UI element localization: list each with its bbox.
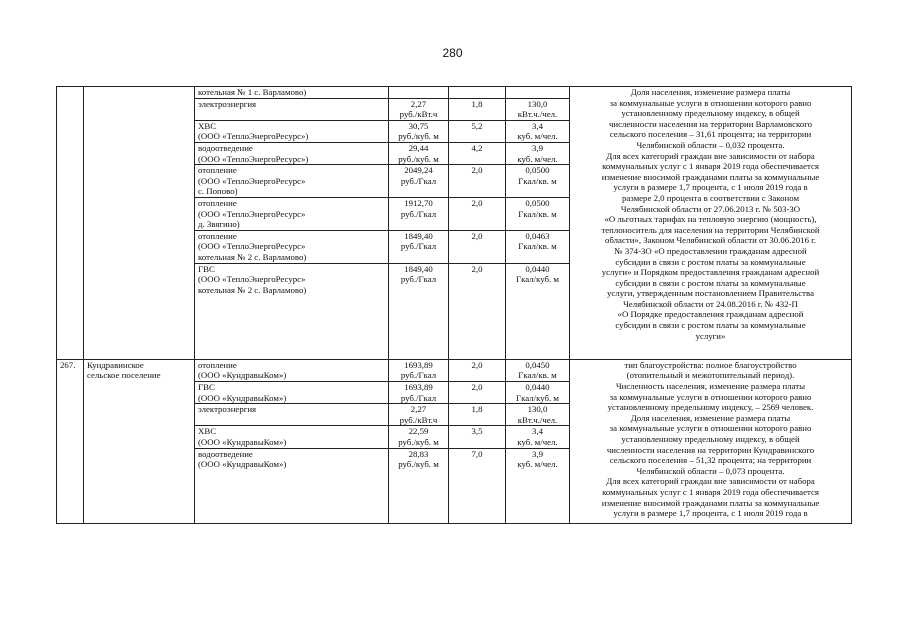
norm-cell <box>506 382 570 404</box>
norm-cell-line: 0,0463 <box>525 230 550 241</box>
index-cell: 1,8 <box>449 98 506 120</box>
service-cell-line: водоотведение <box>198 448 253 459</box>
description-cell-line: теплоноситель для населения на территории Челябинской <box>601 224 820 235</box>
index-cell: 1,8 <box>449 404 506 426</box>
tariff-cell <box>389 230 449 263</box>
municipality-cell-line: Кундравинское <box>87 359 144 370</box>
index-cell: 4,2 <box>449 142 506 164</box>
description-cell <box>570 359 852 523</box>
service-cell <box>195 120 389 142</box>
norm-cell <box>506 448 570 523</box>
service-cell-line <box>198 295 385 306</box>
description-cell-line: размере 2,0 процента в соответствии с Законом <box>621 192 800 203</box>
norm-cell <box>506 165 570 198</box>
service-cell <box>195 197 389 230</box>
description-cell-line: области», Законом Челябинской области от 30.06.2016 г. <box>605 235 816 246</box>
tariff-cell <box>389 87 449 99</box>
service-cell-line: электроэнергия <box>198 98 257 109</box>
service-cell-line <box>198 480 385 491</box>
service-cell-line: отопление <box>198 359 237 370</box>
description-cell-line: изменение вносимой гражданами платы за коммунальные <box>601 171 820 182</box>
service-cell-line: ХВС <box>198 120 217 131</box>
service-cell-line: д. Звягино) <box>198 219 240 230</box>
description-cell-line: услуги, утвержденным постановлением Правительства <box>607 288 814 299</box>
tariff-cell-line: 1849,40 <box>404 263 433 274</box>
service-cell-line: водоотведение <box>198 142 253 153</box>
service-cell-line <box>198 512 385 523</box>
norm-cell-line: куб. м/чел. <box>517 131 558 142</box>
tariff-cell-line: руб./куб. м <box>398 153 439 164</box>
description-cell-line: установленному предельному индексу, в общей <box>621 434 800 444</box>
service-cell <box>195 426 389 448</box>
tariff-cell <box>389 165 449 198</box>
norm-cell-line: 130,0 <box>527 404 548 415</box>
norm-cell-line: куб. м/чел. <box>517 153 558 164</box>
service-cell <box>195 404 389 426</box>
description-cell <box>570 87 852 360</box>
norm-cell-line: Гкал/кв. м <box>518 370 557 381</box>
service-cell-line: ГВС <box>198 382 215 393</box>
norm-cell <box>506 404 570 426</box>
description-cell-line: сельского поселения – 51,32 процента; на территории <box>609 455 812 466</box>
norm-cell <box>506 263 570 359</box>
description-cell-line: установленному предельному индексу, – 2569 человек. <box>607 402 814 413</box>
tariff-cell-line: 22,59 <box>408 426 429 437</box>
municipality-cell <box>84 359 195 523</box>
description-cell-line: (отопительный и межотопительный период). <box>626 370 795 381</box>
description-cell-line: за коммунальные услуги в отношении которого равно <box>609 391 812 402</box>
tariff-cell-line: руб./Гкал <box>400 175 437 186</box>
norm-cell <box>506 359 570 381</box>
row-number-cell <box>57 87 84 360</box>
service-cell-line <box>198 502 385 513</box>
description-cell-line: субсидии в связи с ростом платы за коммунальные <box>615 320 806 331</box>
service-cell-line: котельная № 2 с. Варламово) <box>198 251 307 262</box>
index-cell: 2,0 <box>449 359 506 381</box>
service-cell-line <box>198 338 385 349</box>
norm-cell-line: 3,9 <box>532 448 543 459</box>
norm-cell-line: кВт.ч./чел. <box>517 414 558 425</box>
norm-cell-line: 3,4 <box>532 426 543 437</box>
service-cell <box>195 165 389 198</box>
description-cell-line: за коммунальные услуги в отношении которого равно <box>609 423 812 434</box>
tariff-cell-line: 28,83 <box>408 448 429 459</box>
norm-cell-line: куб. м/чел. <box>517 459 558 470</box>
service-cell-line <box>198 316 385 327</box>
tariff-table <box>56 86 852 524</box>
description-cell-line: услуги в размере 1,7 процента, с 1 июля 2019 года в <box>613 182 808 193</box>
tariff-cell-line: руб./Гкал <box>400 274 437 285</box>
tariff-cell <box>389 120 449 142</box>
row-number: 267. <box>60 359 76 370</box>
row-number-cell <box>57 359 84 523</box>
norm-cell-line: 0,0500 <box>525 197 550 208</box>
service-cell-line: котельная № 1 с. Варламово) <box>198 87 307 97</box>
description-cell-line: № 374-ЗО «О предоставлении гражданам адресной <box>614 245 807 256</box>
description-cell-line: Челябинской области от 24.08.2016 г. № 432-П <box>623 298 798 309</box>
norm-cell-line: 3,9 <box>532 142 543 153</box>
service-cell-line: (ООО «ТеплоЭнергоРесурс» <box>198 175 306 186</box>
service-cell-line <box>198 306 385 317</box>
service-cell-line: электроэнергия <box>198 404 257 415</box>
description-cell-line: Челябинской области от 27.06.2013 г. № 503-ЗО <box>620 203 801 214</box>
tariff-cell-line <box>392 87 445 98</box>
description-cell-line: «О льготных тарифах на тепловую энергию (мощность), <box>604 214 817 225</box>
description-cell-line: численности населения на территории Варламовского <box>608 118 813 129</box>
service-cell-line: котельная № 2 с. Варламово) <box>198 284 307 295</box>
norm-cell-line: Гкал/кв. м <box>518 241 557 252</box>
description-cell-line: установленному предельному индексу, в общей <box>621 108 800 119</box>
description-cell-line: коммунальных услуг с 1 января 2019 года обеспечивается <box>602 161 819 172</box>
service-cell-line <box>198 491 385 502</box>
norm-cell <box>506 98 570 120</box>
tariff-cell-line: руб./кВт.ч <box>399 109 438 120</box>
tariff-cell-line: руб./Гкал <box>400 392 437 403</box>
tariff-cell-line: руб./кВт.ч <box>399 414 438 425</box>
description-cell-line: Доля населения, изменение размера платы <box>630 412 791 423</box>
service-cell-line: ХВС <box>198 426 217 437</box>
service-cell <box>195 263 389 359</box>
service-cell-line: (ООО «КундравыКом») <box>198 370 287 381</box>
service-cell-line <box>198 470 385 481</box>
service-cell-line: отопление <box>198 197 237 208</box>
service-cell <box>195 448 389 523</box>
tariff-cell-line: руб./куб. м <box>398 459 439 470</box>
table-row <box>57 359 852 381</box>
service-cell-line: (ООО «КундравыКом») <box>198 459 287 470</box>
index-cell: 2,0 <box>449 165 506 198</box>
norm-cell-line: 0,0500 <box>525 165 550 176</box>
service-cell-line: (ООО «ТеплоЭнергоРесурс» <box>198 208 306 219</box>
norm-cell-line: 0,0440 <box>525 382 550 393</box>
tariff-cell <box>389 359 449 381</box>
tariff-cell-line: руб./Гкал <box>400 241 437 252</box>
norm-cell-line: Гкал/куб. м <box>516 392 559 403</box>
service-cell <box>195 87 389 99</box>
service-cell <box>195 359 389 381</box>
description-cell-line: услуги» и Порядком предоставления гражданам адресной <box>601 267 820 278</box>
service-cell <box>195 230 389 263</box>
index-cell: 2,0 <box>449 263 506 359</box>
service-cell-line: (ООО «КундравыКом») <box>198 437 287 447</box>
tariff-cell-line: руб./куб. м <box>398 131 439 142</box>
norm-cell-line: 0,0450 <box>525 359 550 370</box>
tariff-cell-line: 29,44 <box>408 142 429 153</box>
service-cell-line: (ООО «ТеплоЭнергоРесурс» <box>198 241 306 252</box>
description-cell-line: Для всех категорий граждан вне зависимости от набора <box>606 476 815 487</box>
description-cell-line: Челябинской области – 0,032 процента. <box>636 139 785 150</box>
index-cell: 2,0 <box>449 230 506 263</box>
description-cell-line: сельского поселения – 31,61 процента; на территории <box>609 129 812 140</box>
norm-cell-line: 3,4 <box>532 120 543 131</box>
tariff-cell-line: 1693,89 <box>404 359 433 370</box>
tariff-cell-line: 1693,89 <box>404 382 433 393</box>
description-cell-line: за коммунальные услуги в отношении которого равно <box>609 97 812 108</box>
norm-cell-line: 130,0 <box>527 98 548 109</box>
description-cell-line: услуги в размере 1,7 процента, с 1 июля 2019 года в <box>613 508 808 519</box>
norm-cell-line: Гкал/куб. м <box>516 274 559 285</box>
norm-cell <box>506 87 570 99</box>
norm-cell <box>506 197 570 230</box>
tariff-cell-line: 30,75 <box>408 120 429 131</box>
service-cell-line: (ООО «ТеплоЭнергоРесурс») <box>198 131 309 142</box>
description-cell-line: тип благоустройства: полное благоустройство <box>624 359 797 370</box>
service-cell <box>195 98 389 120</box>
norm-cell-line: Гкал/кв. м <box>518 208 557 219</box>
norm-cell-line: куб. м/чел. <box>517 437 558 447</box>
service-cell-line: (ООО «ТеплоЭнергоРесурс» <box>198 274 306 285</box>
norm-cell <box>506 120 570 142</box>
tariff-cell-line: 2,27 <box>410 98 427 109</box>
service-cell-line: (ООО «КундравыКом») <box>198 392 287 403</box>
index-cell <box>449 87 506 99</box>
description-cell-line: изменение вносимой гражданами платы за коммунальные <box>601 497 820 508</box>
tariff-cell-line: 2,27 <box>410 404 427 415</box>
tariff-cell-line: 1849,40 <box>404 230 433 241</box>
description-cell-line: субсидии в связи с ростом платы за коммунальные <box>615 256 806 267</box>
norm-cell-line: кВт.ч./чел. <box>517 109 558 120</box>
service-cell <box>195 142 389 164</box>
description-cell-line: численности населения на территории Кундравинского <box>606 444 815 455</box>
tariff-cell <box>389 263 449 359</box>
norm-cell <box>506 230 570 263</box>
description-cell-line: услуги» <box>695 330 726 341</box>
tariff-cell-line: руб./Гкал <box>400 370 437 381</box>
index-cell: 2,0 <box>449 382 506 404</box>
tariff-cell-line: руб./Гкал <box>400 208 437 219</box>
service-cell <box>195 382 389 404</box>
tariff-cell-line: руб./куб. м <box>398 437 439 447</box>
service-cell-line: ГВС <box>198 263 215 274</box>
norm-cell <box>506 426 570 448</box>
description-cell-line: субсидии в связи с ростом платы за коммунальные <box>615 277 806 288</box>
service-cell-line: отопление <box>198 230 237 241</box>
service-cell-line <box>198 348 385 359</box>
municipality-cell <box>84 87 195 360</box>
norm-cell-line: Гкал/кв. м <box>518 175 557 186</box>
service-cell-line <box>198 327 385 338</box>
description-cell-line: Челябинской области – 0,073 процента. <box>636 465 785 476</box>
tariff-cell <box>389 98 449 120</box>
table-row <box>57 87 852 99</box>
description-cell-line: Численность населения, изменение размера платы <box>615 381 806 392</box>
tariff-cell-line: 2049,24 <box>404 165 433 176</box>
tariff-cell <box>389 197 449 230</box>
index-cell: 2,0 <box>449 197 506 230</box>
tariff-cell <box>389 448 449 523</box>
tariff-cell <box>389 426 449 448</box>
description-cell-line: коммунальных услуг с 1 января 2019 года обеспечивается <box>602 486 819 497</box>
index-cell: 5,2 <box>449 120 506 142</box>
service-cell-line: отопление <box>198 165 237 176</box>
norm-cell <box>506 142 570 164</box>
norm-cell-line <box>509 87 566 98</box>
tariff-cell-line: 1912,70 <box>404 197 433 208</box>
index-cell: 7,0 <box>449 448 506 523</box>
service-cell-line: с. Попово) <box>198 186 238 197</box>
tariff-cell <box>389 382 449 404</box>
tariff-cell <box>389 404 449 426</box>
municipality-cell-line: сельское поселение <box>87 370 161 381</box>
tariff-cell <box>389 142 449 164</box>
page-number: 280 <box>442 46 463 60</box>
description-cell-line: Для всех категорий граждан вне зависимости от набора <box>606 150 815 161</box>
norm-cell-line: 0,0440 <box>525 263 550 274</box>
description-cell-line: Доля населения, изменение размера платы <box>630 87 791 97</box>
index-cell: 3,5 <box>449 426 506 448</box>
description-cell-line: «О Порядке предоставления гражданам адресной <box>617 309 804 320</box>
service-cell-line: (ООО «ТеплоЭнергоРесурс») <box>198 153 309 164</box>
